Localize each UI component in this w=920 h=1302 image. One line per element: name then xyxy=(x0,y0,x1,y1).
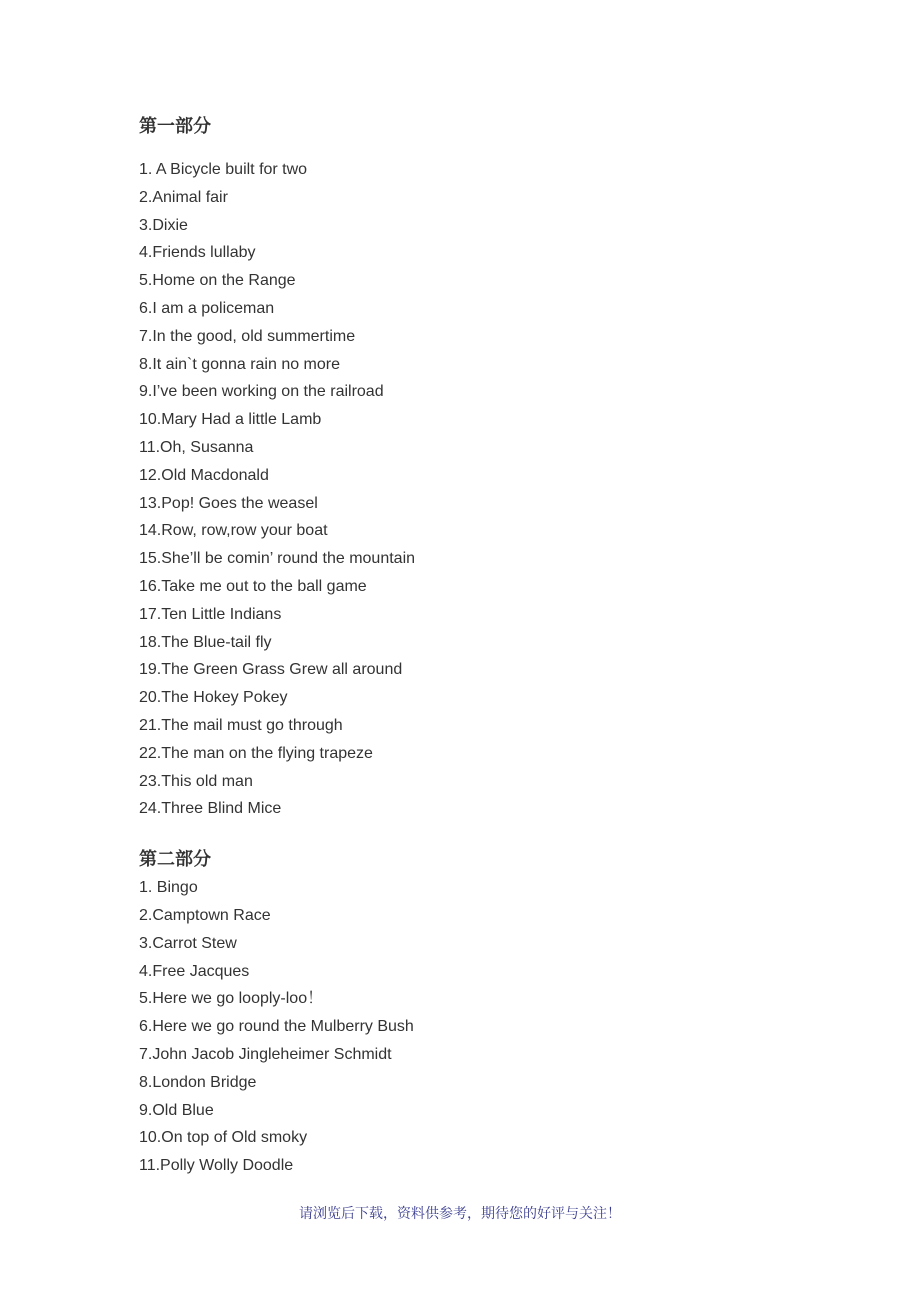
list-item: 6.Here we go round the Mulberry Bush xyxy=(139,1018,414,1036)
song-list-part-2 xyxy=(139,874,839,1180)
list-item: 13.Pop! Goes the weasel xyxy=(139,494,318,512)
list-item: 8.It ain`t gonna rain no more xyxy=(139,355,341,373)
list-item: 24.Three Blind Mice xyxy=(139,800,282,818)
document-body xyxy=(139,113,839,1180)
list-item: 19.The Green Grass Grew all around xyxy=(139,661,403,679)
list-item: 5.Home on the Range xyxy=(139,272,296,290)
list-item: 16.Take me out to the ball game xyxy=(139,577,367,595)
list-item: 8.London Bridge xyxy=(139,1073,257,1091)
list-item: 15.She’ll be comin’ round the mountain xyxy=(139,550,416,568)
section-title-part-2: 第二部分 xyxy=(139,849,211,871)
list-item: 1. Bingo xyxy=(139,879,198,897)
list-item: 22.The man on the flying trapeze xyxy=(139,744,373,762)
list-item: 2.Camptown Race xyxy=(139,906,271,924)
list-item: 20.The Hokey Pokey xyxy=(139,689,288,707)
list-item: 18.The Blue-tail fly xyxy=(139,633,272,651)
list-item: 4.Friends lullaby xyxy=(139,244,256,262)
list-item: 1. A Bicycle built for two xyxy=(139,161,308,178)
list-item: 7.John Jacob Jingleheimer Schmidt xyxy=(139,1045,392,1063)
list-item: 11.Oh, Susanna xyxy=(139,438,254,456)
list-item: 23.This old man xyxy=(139,772,253,790)
list-item: 10.On top of Old smoky xyxy=(139,1129,308,1147)
list-item: 17.Ten Little Indians xyxy=(139,605,282,623)
list-item: 14.Row, row,row your boat xyxy=(139,522,328,540)
list-item: 3.Dixie xyxy=(139,216,188,234)
list-item: 7.In the good, old summertime xyxy=(139,327,356,345)
list-item: 2.Animal fair xyxy=(139,188,228,206)
list-item: 5.Here we go looply-loo！ xyxy=(139,990,324,1008)
list-item: 10.Mary Had a little Lamb xyxy=(139,411,322,429)
page-footer-note: 请浏览后下载，资料供参考，期待您的好评与关注！ xyxy=(299,1206,621,1222)
list-item: 9.I’ve been working on the railroad xyxy=(139,383,384,401)
list-item: 4.Free Jacques xyxy=(139,962,250,980)
section-title-part-1: 第一部分 xyxy=(139,116,211,137)
song-list-part-1 xyxy=(139,156,839,823)
list-item: 11.Polly Wolly Doodle xyxy=(139,1157,294,1175)
list-item: 12.Old Macdonald xyxy=(139,466,269,484)
list-item: 9.Old Blue xyxy=(139,1101,214,1119)
list-item: 6.I am a policeman xyxy=(139,299,275,317)
list-item: 3.Carrot Stew xyxy=(139,934,237,952)
list-item: 21.The mail must go through xyxy=(139,716,343,734)
